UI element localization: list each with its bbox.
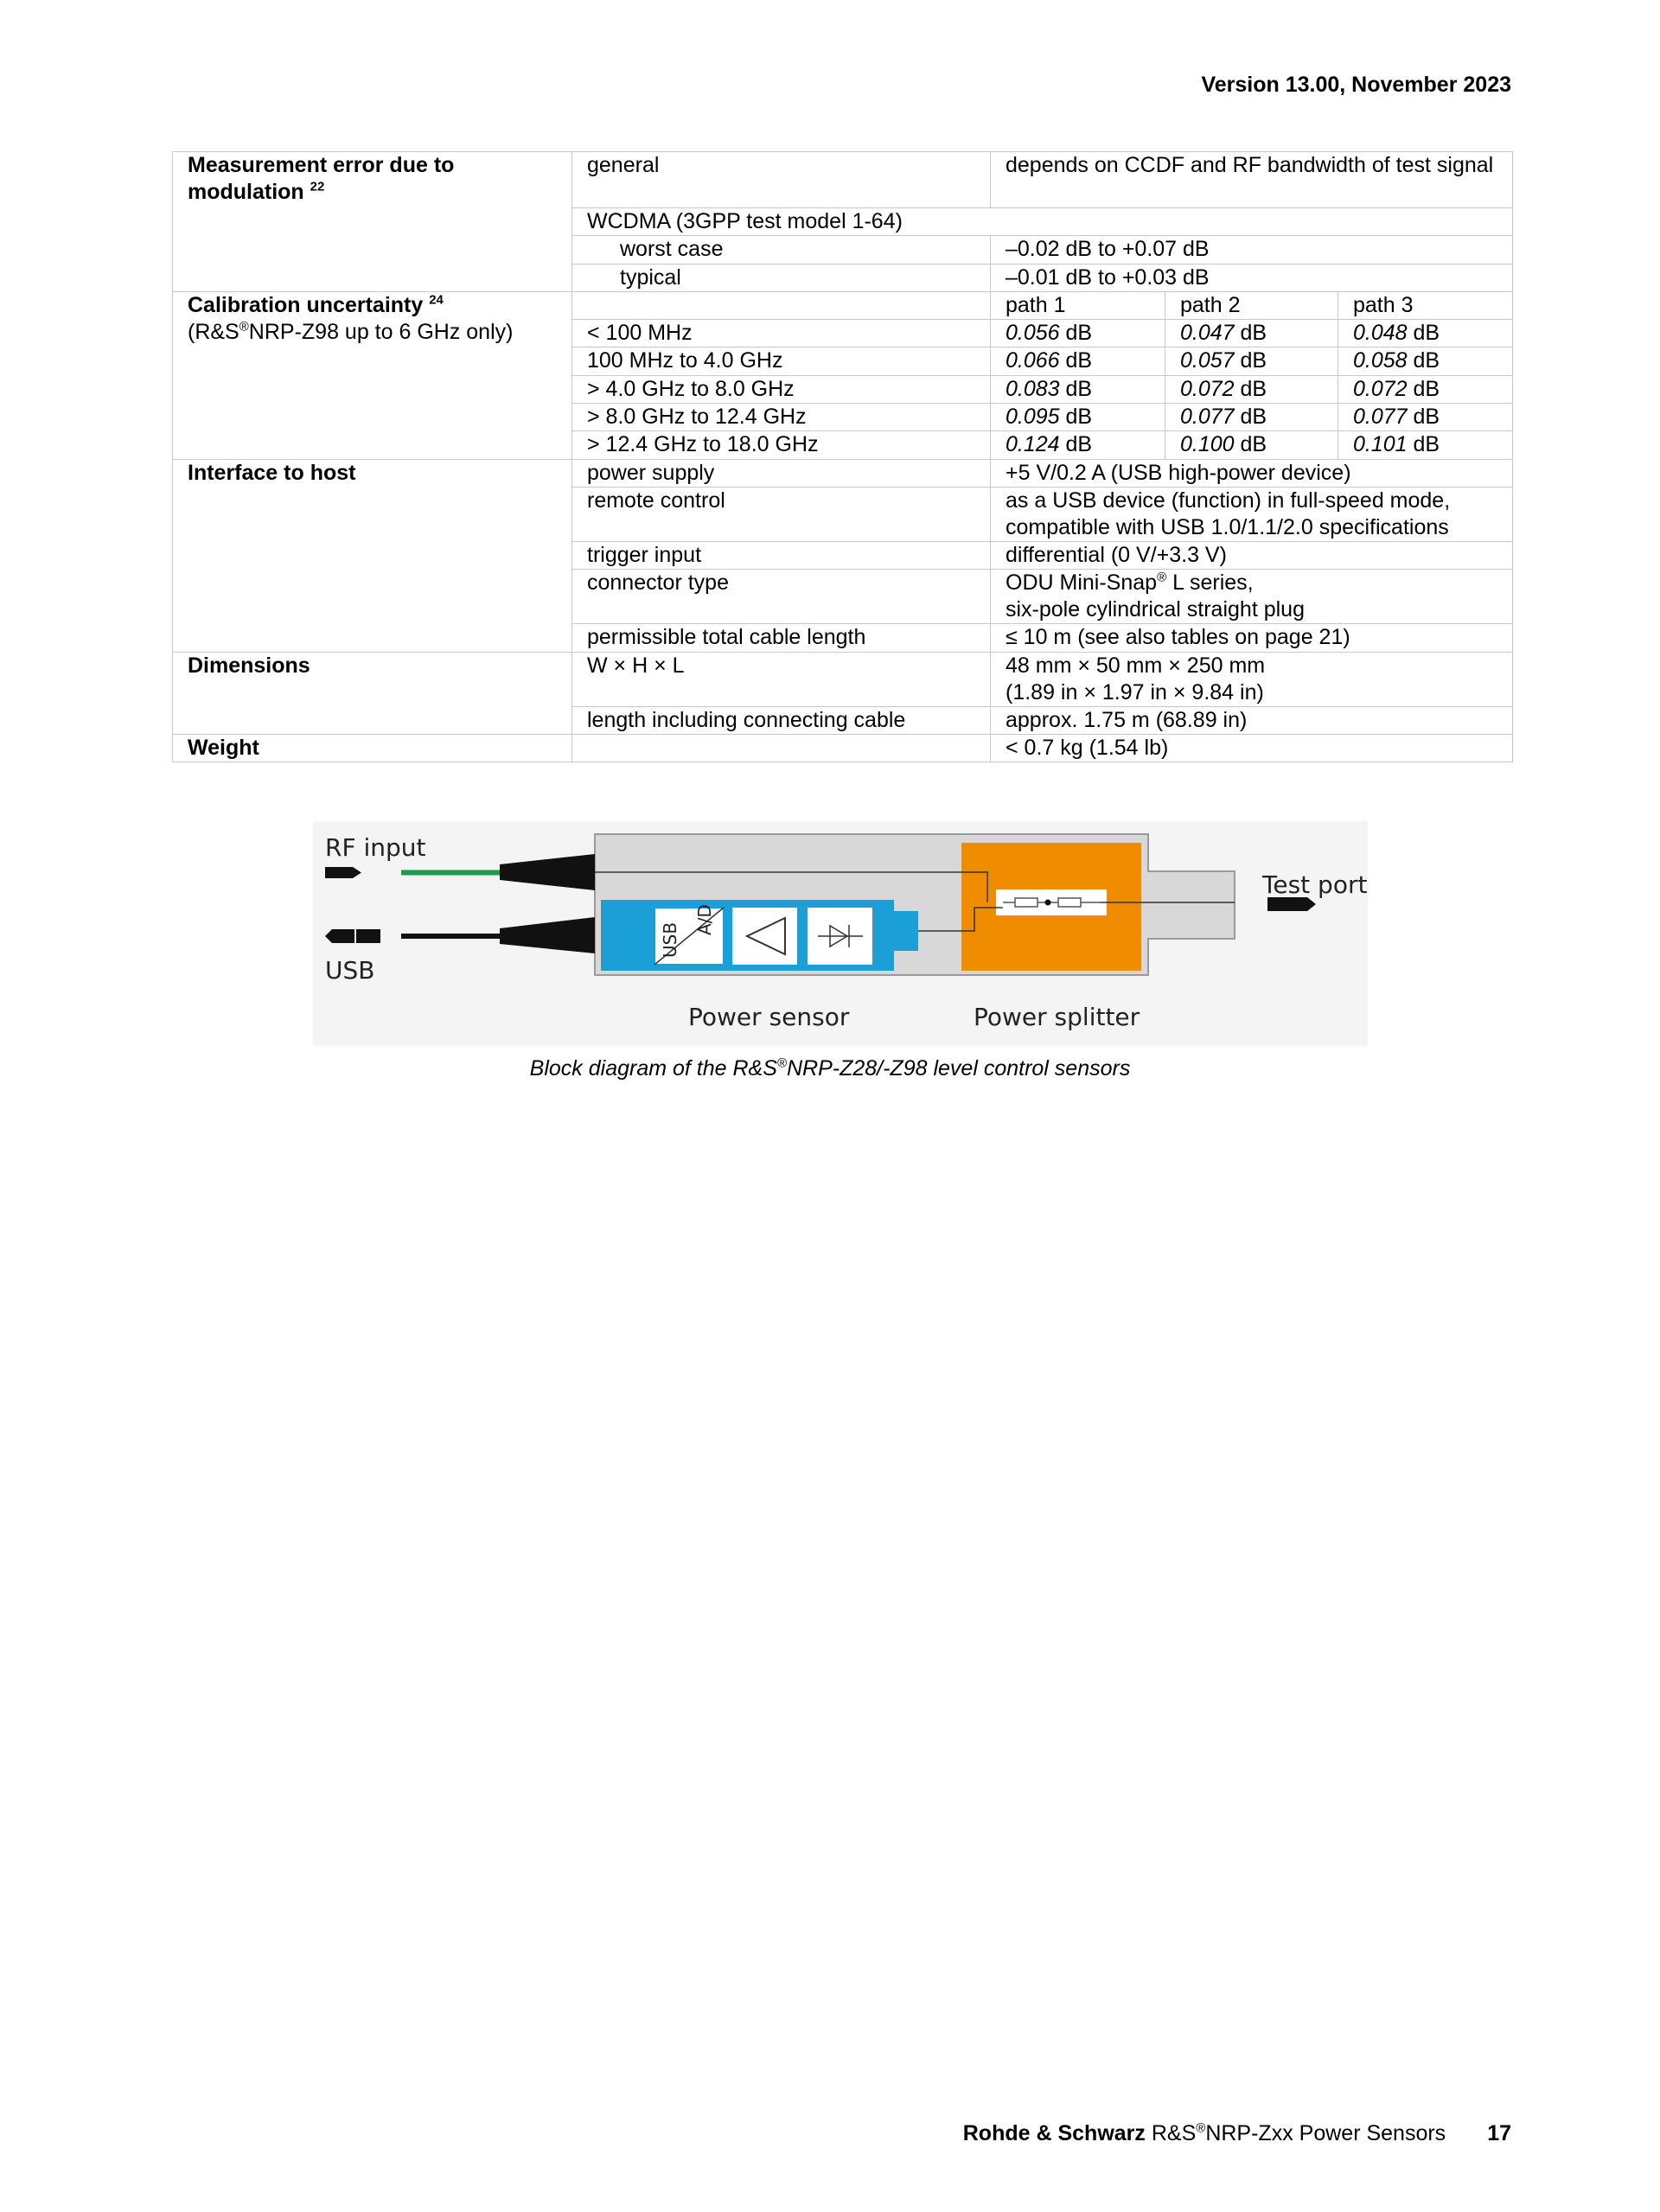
path-2-header: path 2 (1165, 291, 1338, 319)
dimensions-label: Dimensions (173, 652, 572, 734)
calibration-uncertainty-label: Calibration uncertainty $^{24}$ (R&S®NRP-Z98 up to 6 GHz only) (173, 291, 572, 459)
power-splitter-label: Power splitter (974, 1003, 1140, 1031)
usb-block-label: USB (660, 921, 680, 958)
cal-value: 0.083 dB (991, 375, 1165, 403)
typical-label: typical (572, 264, 991, 291)
path-1-header: path 1 (991, 291, 1165, 319)
page-footer (963, 2121, 1511, 2146)
power-supply-label: power supply (572, 459, 991, 487)
resistor-2-icon (1058, 898, 1081, 907)
whl-value: 48 mm × 50 mm × 250 mm (1.89 in × 1.97 in × 9.84 in) (991, 652, 1513, 706)
cal-range: > 12.4 GHz to 18.0 GHz (572, 431, 991, 459)
cable-length-label: permissible total cable length (572, 624, 991, 652)
cal-value: 0.072 dB (1165, 375, 1338, 403)
table-row (173, 459, 1513, 487)
test-port-arrow-icon (1267, 897, 1316, 911)
rf-input-label: RF input (325, 833, 426, 862)
worst-case-label: worst case (572, 236, 991, 264)
cal-value: 0.124 dB (991, 431, 1165, 459)
cal-value: 0.100 dB (1165, 431, 1338, 459)
cal-value: 0.048 dB (1338, 320, 1513, 347)
table-row (173, 734, 1513, 762)
connector-type-label: connector type (572, 570, 991, 624)
wcdma-label: WCDMA (3GPP test model 1-64) (572, 208, 1513, 236)
usb-plug-body-icon (356, 929, 380, 943)
cal-range: < 100 MHz (572, 320, 991, 347)
footer-product: R&S®NRP-Zxx Power Sensors (1145, 2120, 1446, 2145)
cal-value: 0.095 dB (991, 404, 1165, 431)
cal-value: 0.066 dB (991, 347, 1165, 375)
cal-value: 0.047 dB (1165, 320, 1338, 347)
cal-value: 0.072 dB (1338, 375, 1513, 403)
whl-label: W × H × L (572, 652, 991, 706)
test-port-label: Test port (1262, 870, 1368, 899)
cal-value: 0.077 dB (1165, 404, 1338, 431)
figure-caption: Block diagram of the R&S®NRP-Z28/-Z98 level control sensors (529, 1055, 1131, 1081)
interface-to-host-label: Interface to host (173, 459, 572, 652)
cal-value: 0.101 dB (1338, 431, 1513, 459)
rf-plug-icon (325, 867, 353, 878)
measurement-error-label: Measurement error due to modulation $^{22}$ (173, 152, 572, 292)
general-label: general (572, 152, 991, 208)
footer-company: Rohde & Schwarz (962, 2121, 1146, 2145)
table-row (173, 152, 1513, 208)
length-label: length including connecting cable (572, 706, 991, 734)
cal-value: 0.077 dB (1338, 404, 1513, 431)
document-version: Version 13.00, November 2023 (1201, 73, 1511, 97)
trigger-input-value: differential (0 V/+3.3 V) (991, 541, 1513, 569)
cal-range: > 4.0 GHz to 8.0 GHz (572, 375, 991, 403)
table-row (173, 291, 1513, 319)
page-number: 17 (1487, 2121, 1511, 2145)
ad-block-label: A/D (694, 904, 715, 935)
usb-label: USB (325, 956, 375, 985)
specifications-table (172, 151, 1513, 762)
path-3-header: path 3 (1338, 291, 1513, 319)
block-diagram (313, 821, 1368, 1046)
resistor-1-icon (1015, 898, 1038, 907)
junction-dot (1045, 900, 1051, 906)
length-value: approx. 1.75 m (68.89 in) (991, 706, 1513, 734)
power-sensor-label: Power sensor (688, 1003, 850, 1031)
cable-length-value: ≤ 10 m (see also tables on page 21) (991, 624, 1513, 652)
power-supply-value: +5 V/0.2 A (USB high-power device) (991, 459, 1513, 487)
cal-value: 0.057 dB (1165, 347, 1338, 375)
worst-case-value: –0.02 dB to +0.07 dB (991, 236, 1513, 264)
weight-label: Weight (173, 734, 572, 762)
weight-value: < 0.7 kg (1.54 lb) (991, 734, 1513, 762)
general-value: depends on CCDF and RF bandwidth of test signal (991, 152, 1513, 208)
cal-range: 100 MHz to 4.0 GHz (572, 347, 991, 375)
connector-type-value: ODU Mini-Snap® L series, six-pole cylindrical straight plug (991, 570, 1513, 624)
remote-control-value: as a USB device (function) in full-speed mode, compatible with USB 1.0/1.1/2.0 specifications (991, 487, 1513, 541)
cal-range: > 8.0 GHz to 12.4 GHz (572, 404, 991, 431)
cal-value: 0.056 dB (991, 320, 1165, 347)
table-row (173, 652, 1513, 706)
typical-value: –0.01 dB to +0.03 dB (991, 264, 1513, 291)
remote-control-label: remote control (572, 487, 991, 541)
trigger-input-label: trigger input (572, 541, 991, 569)
amplifier-block (732, 908, 797, 965)
cal-value: 0.058 dB (1338, 347, 1513, 375)
